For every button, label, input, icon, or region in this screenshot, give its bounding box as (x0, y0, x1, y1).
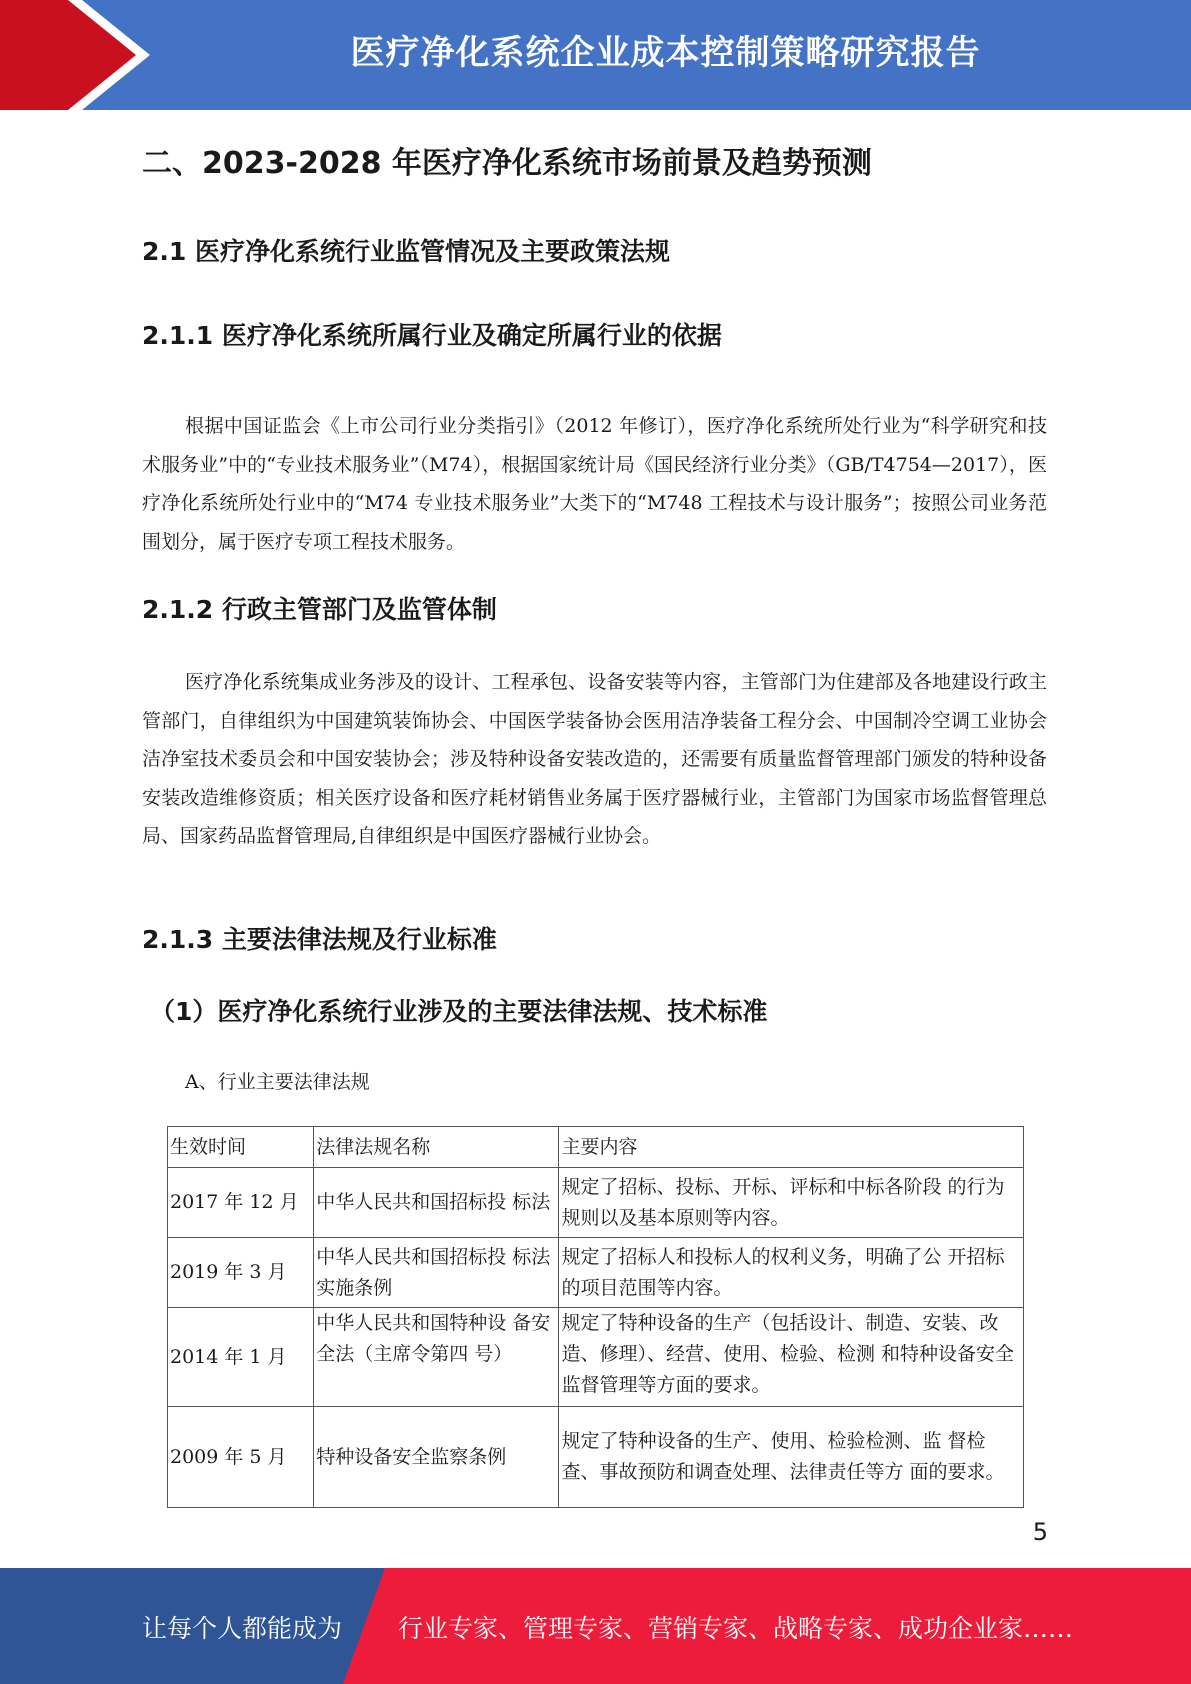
page-header (0, 0, 1191, 110)
heading-sub-1: （1）医疗净化系统行业涉及的主要法律法规、技术标准 (150, 997, 768, 1026)
chapter-title: 二、2023-2028 年医疗净化系统市场前景及趋势预测 (142, 146, 872, 181)
table-row (168, 1308, 1024, 1407)
table-cell-content: 规定了招标人和投标人的权利义务，明确了公 开招标的项目范围等内容。 (559, 1238, 1024, 1308)
report-title: 医疗净化系统企业成本控制策略研究报告 (350, 33, 981, 73)
footer-slogan-left: 让每个人都能成为 (142, 1614, 343, 1643)
table-header-cell: 法律法规名称 (314, 1127, 559, 1168)
table-cell-name: 中华人民共和国特种设 备安全法（主席令第四 号） (314, 1308, 559, 1407)
page-footer (0, 1568, 1191, 1684)
heading-2-1-3: 2.1.3 主要法律法规及行业标准 (142, 925, 497, 954)
table-header-cell: 主要内容 (559, 1127, 1024, 1168)
heading-2-1-1: 2.1.1 医疗净化系统所属行业及确定所属行业的依据 (142, 321, 722, 350)
table-row (168, 1238, 1024, 1308)
heading-2-1: 2.1 医疗净化系统行业监管情况及主要政策法规 (142, 237, 670, 266)
header-arrow-icon (0, 0, 136, 110)
heading-2-1-2: 2.1.2 行政主管部门及监管体制 (142, 595, 497, 624)
paragraph-industry-classification: 根据中国证监会《上市公司行业分类指引》（2012 年修订），医疗净化系统所处行业为“科学研究和技术服务业”中的“专业技术服务业”（M74），根据国家统计局《国民经济行业分类》（GB/T4754—2017），医疗净化系统所处行业中的“M74 专业技术服务业”大类下的“M748 工程技术与设计服务”；按照公司业务范围划分，属于医疗专项工程技术服务。 (142, 415, 1047, 553)
table-cell-name: 中华人民共和国招标投 标法实施条例 (314, 1238, 559, 1308)
table-cell-date: 2014 年 1 月 (168, 1308, 314, 1407)
paragraph-regulatory-authorities: 医疗净化系统集成业务涉及的设计、工程承包、设备安装等内容，主管部门为住建部及各地建设行政主管部门，自律组织为中国建筑装饰协会、中国医学装备协会医用洁净装备工程分会、中国制冷空调工业协会洁净室技术委员会和中国安装协会；涉及特种设备安装改造的，还需要有质量监督管理部门颁发的特种设备安装改造维修资质；相关医疗设备和医疗耗材销售业务属于医疗器械行业，主管部门为国家市场监督管理总局、国家药品监督管理局,自律组织是中国医疗器械行业协会。 (142, 671, 1047, 847)
table-header-row (168, 1127, 1024, 1168)
table-cell-content: 规定了特种设备的生产、使用、检验检测、监 督检查、事故预防和调查处理、法律责任等方 面的要求。 (559, 1407, 1024, 1508)
table-cell-name: 特种设备安全监察条例 (314, 1407, 559, 1508)
table-cell-content: 规定了特种设备的生产（包括设计、制造、安装、改造、修理）、经营、使用、检验、检测 和特种设备安全监督管理等方面的要求。 (559, 1308, 1024, 1407)
page-number: 5 (1032, 1518, 1048, 1546)
laws-table (167, 1126, 1024, 1508)
footer-slogan-right: 行业专家、管理专家、营销专家、战略专家、成功企业家…… (398, 1614, 1074, 1643)
table-cell-date: 2009 年 5 月 (168, 1407, 314, 1508)
label-laws-list: A、行业主要法律法规 (185, 1071, 370, 1093)
table-cell-date: 2019 年 3 月 (168, 1238, 314, 1308)
table-cell-content: 规定了招标、投标、开标、评标和中标各阶段 的行为规则以及基本原则等内容。 (559, 1168, 1024, 1238)
table-row (168, 1168, 1024, 1238)
table-header-cell: 生效时间 (168, 1127, 314, 1168)
table-row (168, 1407, 1024, 1508)
table-cell-name: 中华人民共和国招标投 标法 (314, 1168, 559, 1238)
table-cell-date: 2017 年 12 月 (168, 1168, 314, 1238)
table-page-break (0, 1508, 1191, 1538)
